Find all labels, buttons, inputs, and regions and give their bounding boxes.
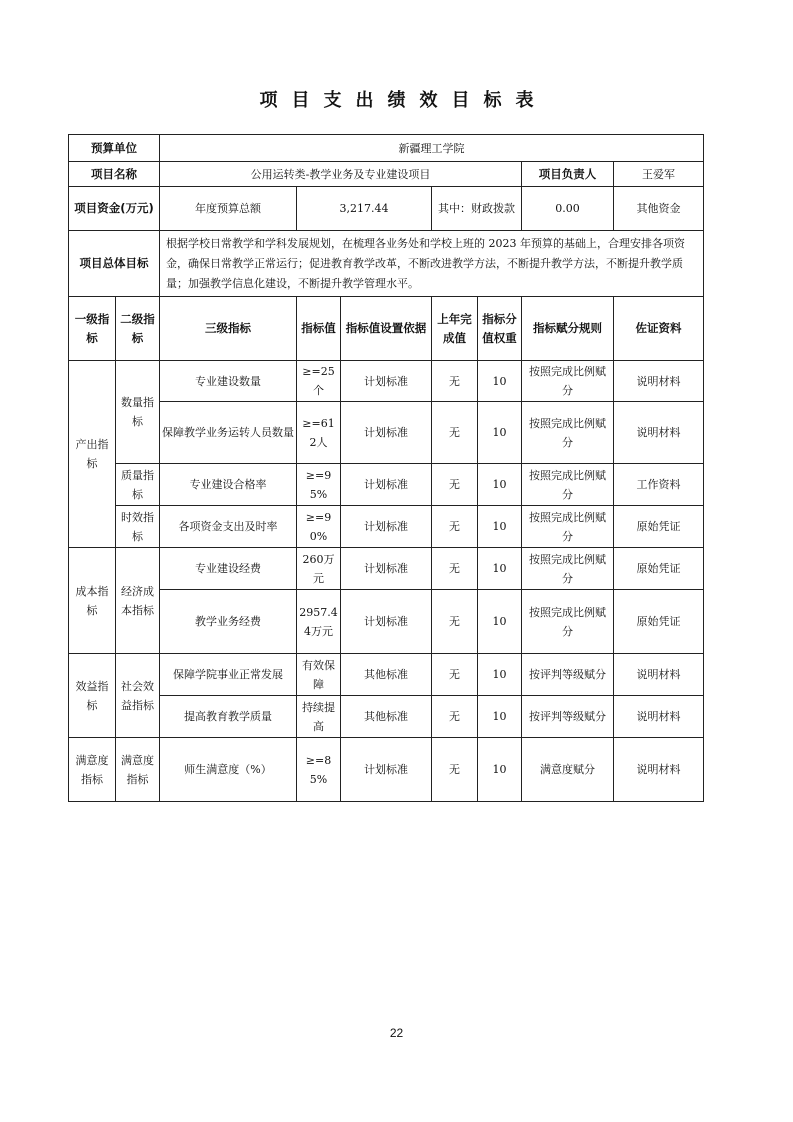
indicator-evidence: 工作资料 bbox=[614, 464, 704, 506]
indicator-name: 保障学院事业正常发展 bbox=[160, 654, 297, 696]
indicator-last: 无 bbox=[432, 590, 478, 654]
indicator-name: 师生满意度（%） bbox=[160, 738, 297, 802]
table-row bbox=[69, 464, 704, 506]
indicator-weight: 10 bbox=[478, 464, 522, 506]
overall-goal-row bbox=[69, 231, 704, 297]
project-funds-row bbox=[69, 187, 704, 231]
indicator-last: 无 bbox=[432, 361, 478, 402]
col-header: 指标值设置依据 bbox=[341, 297, 432, 361]
indicator-rule: 按照完成比例赋分 bbox=[522, 402, 614, 464]
overall-goal-text: 根据学校日常教学和学科发展规划，在梳理各业务处和学校上班的 2023 年预算的基础上，合理安排各项资金，确保日常教学正常运行；促进教育教学改革，不断改进教学方法，不断提升教学方法，不断提升教学质量；加强教学信息化建设，不断提升教学管理水平。 bbox=[160, 231, 704, 297]
indicator-value: 2957.44万元 bbox=[297, 590, 341, 654]
indicator-basis: 其他标准 bbox=[341, 654, 432, 696]
table-row bbox=[69, 402, 704, 464]
indicator-basis: 计划标准 bbox=[341, 738, 432, 802]
indicator-evidence: 说明材料 bbox=[614, 738, 704, 802]
col-header: 三级指标 bbox=[160, 297, 297, 361]
indicator-basis: 计划标准 bbox=[341, 402, 432, 464]
budget-unit-label: 预算单位 bbox=[69, 135, 160, 162]
page-number: 22 bbox=[389, 1026, 404, 1040]
indicator-basis: 计划标准 bbox=[341, 548, 432, 590]
indicator-basis: 其他标准 bbox=[341, 696, 432, 738]
level1-output: 产出指标 bbox=[69, 361, 116, 548]
indicator-value: ≥=90% bbox=[297, 506, 341, 548]
indicator-weight: 10 bbox=[478, 738, 522, 802]
budget-unit-row bbox=[69, 135, 704, 162]
indicator-weight: 10 bbox=[478, 696, 522, 738]
indicator-value: 260万元 bbox=[297, 548, 341, 590]
level2-social-benefit: 社会效益指标 bbox=[116, 654, 160, 738]
indicator-value: ≥=25个 bbox=[297, 361, 341, 402]
indicator-last: 无 bbox=[432, 696, 478, 738]
level2-timeliness: 时效指标 bbox=[116, 506, 160, 548]
indicator-rule: 按照完成比例赋分 bbox=[522, 548, 614, 590]
indicator-value: 有效保障 bbox=[297, 654, 341, 696]
indicator-last: 无 bbox=[432, 464, 478, 506]
indicator-evidence: 说明材料 bbox=[614, 402, 704, 464]
indicator-evidence: 说明材料 bbox=[614, 654, 704, 696]
indicator-name: 专业建设数量 bbox=[160, 361, 297, 402]
performance-target-table bbox=[68, 134, 704, 802]
indicator-weight: 10 bbox=[478, 361, 522, 402]
col-header: 指标分值权重 bbox=[478, 297, 522, 361]
table-row bbox=[69, 654, 704, 696]
level1-cost: 成本指标 bbox=[69, 548, 116, 654]
col-header: 二级指标 bbox=[116, 297, 160, 361]
indicator-rule: 按评判等级赋分 bbox=[522, 696, 614, 738]
table-row bbox=[69, 548, 704, 590]
col-header: 佐证资料 bbox=[614, 297, 704, 361]
indicator-name: 专业建设合格率 bbox=[160, 464, 297, 506]
project-funds-label: 项目资金(万元) bbox=[69, 187, 160, 231]
table-row bbox=[69, 738, 704, 802]
indicator-basis: 计划标准 bbox=[341, 361, 432, 402]
indicator-rule: 按评判等级赋分 bbox=[522, 654, 614, 696]
indicator-value: ≥=612人 bbox=[297, 402, 341, 464]
col-header: 指标值 bbox=[297, 297, 341, 361]
col-header: 一级指标 bbox=[69, 297, 116, 361]
indicator-rule: 满意度赋分 bbox=[522, 738, 614, 802]
indicator-basis: 计划标准 bbox=[341, 464, 432, 506]
col-header: 上年完成值 bbox=[432, 297, 478, 361]
indicator-evidence: 说明材料 bbox=[614, 696, 704, 738]
indicator-evidence: 原始凭证 bbox=[614, 590, 704, 654]
indicator-name: 专业建设经费 bbox=[160, 548, 297, 590]
indicator-rule: 按照完成比例赋分 bbox=[522, 506, 614, 548]
level2-quality: 质量指标 bbox=[116, 464, 160, 506]
indicator-last: 无 bbox=[432, 738, 478, 802]
project-name-label: 项目名称 bbox=[69, 162, 160, 187]
indicator-value: ≥=95% bbox=[297, 464, 341, 506]
project-name-value: 公用运转类-教学业务及专业建设项目 bbox=[160, 162, 522, 187]
level2-satisfaction: 满意度指标 bbox=[116, 738, 160, 802]
level1-satisfaction: 满意度指标 bbox=[69, 738, 116, 802]
indicator-evidence: 说明材料 bbox=[614, 361, 704, 402]
indicator-rule: 按照完成比例赋分 bbox=[522, 590, 614, 654]
level2-quantity: 数量指标 bbox=[116, 361, 160, 464]
level1-benefit: 效益指标 bbox=[69, 654, 116, 738]
indicator-value: ≥=85% bbox=[297, 738, 341, 802]
project-leader-value: 王爱军 bbox=[614, 162, 704, 187]
indicator-rule: 按照完成比例赋分 bbox=[522, 464, 614, 506]
indicator-weight: 10 bbox=[478, 548, 522, 590]
indicator-name: 教学业务经费 bbox=[160, 590, 297, 654]
indicator-weight: 10 bbox=[478, 506, 522, 548]
fiscal-value: 0.00 bbox=[522, 187, 614, 231]
indicator-weight: 10 bbox=[478, 590, 522, 654]
table-row bbox=[69, 590, 704, 654]
annual-budget-value: 3,217.44 bbox=[297, 187, 432, 231]
indicator-name: 提高教育教学质量 bbox=[160, 696, 297, 738]
table-row bbox=[69, 696, 704, 738]
indicator-last: 无 bbox=[432, 548, 478, 590]
indicator-name: 保障教学业务运转人员数量 bbox=[160, 402, 297, 464]
indicator-value: 持续提高 bbox=[297, 696, 341, 738]
other-funds-label: 其他资金 bbox=[614, 187, 704, 231]
table-row bbox=[69, 506, 704, 548]
table-row bbox=[69, 361, 704, 402]
level2-economic-cost: 经济成本指标 bbox=[116, 548, 160, 654]
indicator-name: 各项资金支出及时率 bbox=[160, 506, 297, 548]
project-name-row bbox=[69, 162, 704, 187]
col-header: 指标赋分规则 bbox=[522, 297, 614, 361]
fiscal-label: 其中：财政拨款 bbox=[432, 187, 522, 231]
annual-budget-label: 年度预算总额 bbox=[160, 187, 297, 231]
indicator-last: 无 bbox=[432, 506, 478, 548]
indicator-last: 无 bbox=[432, 402, 478, 464]
indicator-evidence: 原始凭证 bbox=[614, 506, 704, 548]
budget-unit-value: 新疆理工学院 bbox=[160, 135, 704, 162]
column-header-row bbox=[69, 297, 704, 361]
indicator-rule: 按照完成比例赋分 bbox=[522, 361, 614, 402]
indicator-evidence: 原始凭证 bbox=[614, 548, 704, 590]
project-leader-label: 项目负责人 bbox=[522, 162, 614, 187]
indicator-weight: 10 bbox=[478, 402, 522, 464]
indicator-basis: 计划标准 bbox=[341, 590, 432, 654]
indicator-weight: 10 bbox=[478, 654, 522, 696]
indicator-basis: 计划标准 bbox=[341, 506, 432, 548]
indicator-last: 无 bbox=[432, 654, 478, 696]
overall-goal-label: 项目总体目标 bbox=[69, 231, 160, 297]
page-title: 项目支出绩效目标表 bbox=[259, 90, 548, 111]
